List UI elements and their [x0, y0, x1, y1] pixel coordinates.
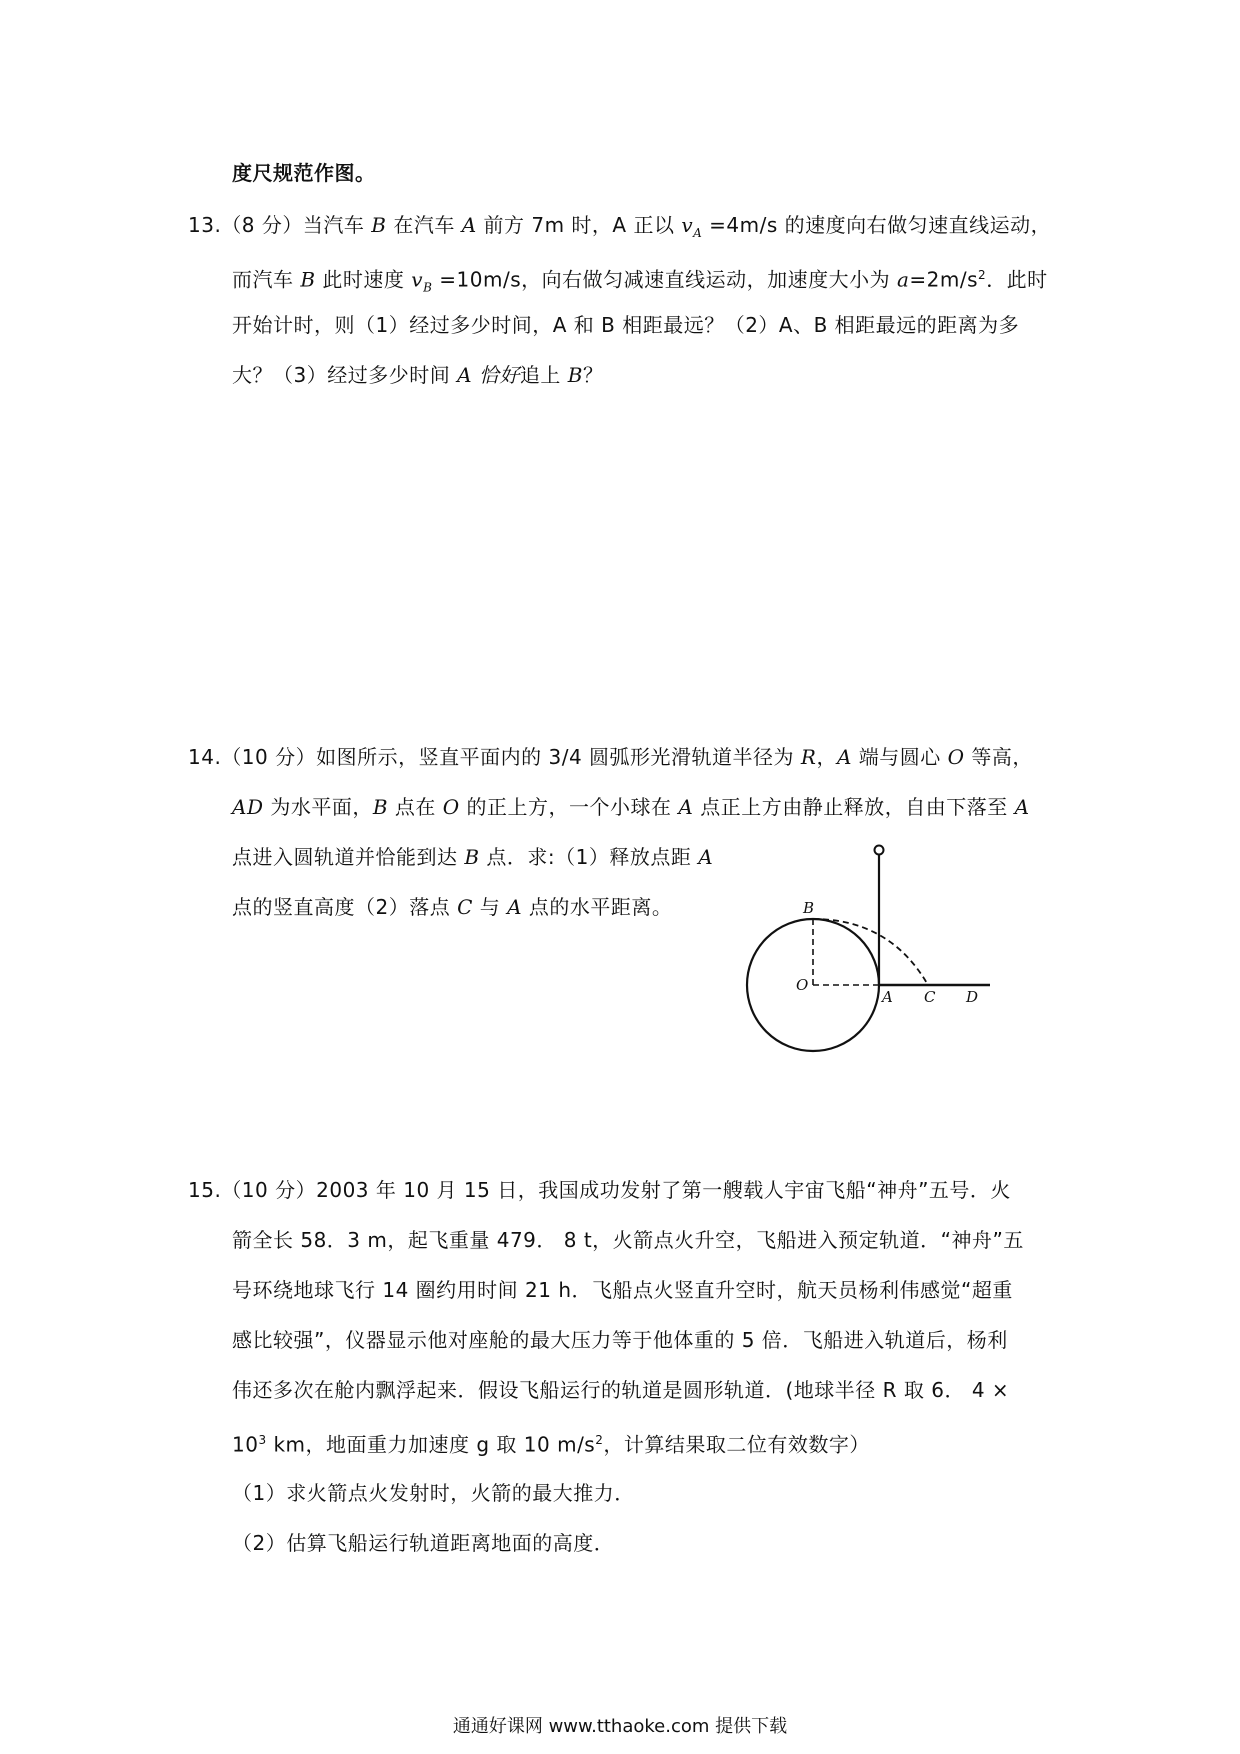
q13-line-3: 开始计时，则（1）经过多少时间，A 和 B 相距最远？（2）A、B 相距最远的距离为多 — [232, 313, 1020, 337]
q13-line-1 — [188, 212, 1051, 246]
q14-var-o: O — [442, 795, 460, 819]
q14-text: 等高， — [964, 745, 1033, 769]
q15-subquestion-1: （1）求火箭点火发射时，火箭的最大推力． — [232, 1481, 635, 1505]
q13-var-acc: a — [896, 267, 910, 292]
q15-text: 10 — [232, 1432, 259, 1457]
q13-text: =10m/s，向右做匀减速直线运动，加速度大小为 — [432, 267, 897, 292]
q14-text: 点的水平距离。 — [522, 895, 673, 919]
q13-text: =4m/s 的速度向右做匀速直线运动， — [702, 213, 1052, 237]
q14-text: 点进入圆轨道并恰能到达 — [232, 845, 465, 869]
q14-var-a: A — [836, 745, 852, 769]
q14-line-4 — [232, 894, 672, 920]
q15-line-3: 号环绕地球飞行 14 圈约用时间 21 h．飞船点火竖直升空时，航天员杨利伟感觉“超重 — [232, 1278, 1013, 1302]
q14-var-ad: AD — [232, 795, 264, 819]
q15-subquestion-2: （2）估算飞船运行轨道距离地面的高度． — [232, 1531, 615, 1555]
label-d: D — [966, 988, 979, 1006]
q13-var-v: v — [411, 267, 424, 292]
q14-var-a: A — [507, 895, 523, 919]
q14-text: 与 — [472, 895, 508, 919]
q15-text: ，计算结果取二位有效数字） — [603, 1432, 870, 1457]
q15-line-1 — [188, 1177, 1011, 1203]
q14-text: 端与圆心 — [851, 745, 948, 769]
q13-sub-b: B — [423, 280, 433, 295]
q13-text: 而汽车 — [232, 267, 301, 292]
q13-text: ？ — [582, 363, 604, 387]
q14-text: 点正上方由静止释放，自由下落至 — [693, 795, 1015, 819]
q15-text: （10 分）2003 年 10 月 15 日，我国成功发射了第一艘载人宇宙飞船“神舟”五号．火 — [221, 1178, 1011, 1202]
q15-line-5: 伟还多次在舱内飘浮起来．假设飞船运行的轨道是圆形轨道．(地球半径 R 取 6． 4 × — [232, 1378, 1010, 1402]
q14-text: 点的竖直高度（2）落点 — [232, 895, 458, 919]
q14-line-1 — [188, 744, 1033, 770]
q14-var-b: B — [372, 795, 389, 819]
label-c: C — [924, 988, 936, 1006]
q13-var-b: B — [567, 363, 583, 387]
q14-text: （10 分）如图所示，竖直平面内的 3/4 圆弧形光滑轨道半径为 — [221, 745, 801, 769]
ball — [875, 846, 884, 855]
q14-text: 点在 — [388, 795, 443, 819]
q13-text: 此时速度 — [315, 267, 412, 292]
q14-text: 点．求:（1）释放点距 — [479, 845, 699, 869]
q13-text: 大？（3）经过多少时间 — [232, 363, 458, 387]
q15-line-4: 感比较强”，仪器显示他对座舱的最大压力等于他体重的 5 倍．飞船进入轨道后，杨利 — [232, 1328, 1008, 1352]
q13-text: =2m/s — [909, 267, 979, 292]
previous-question-tail: 度尺规范作图。 — [232, 161, 376, 185]
label-o: O — [796, 976, 809, 994]
q13-sub-a: A — [693, 226, 703, 240]
q14-var-c: C — [457, 895, 473, 919]
q13-text: 追上 — [519, 363, 568, 387]
q15-line-2: 箭全长 58．3 m，起飞重量 479． 8 t，火箭点火升空，飞船进入预定轨道．“神舟”五 — [232, 1228, 1024, 1252]
q15-superscript: 2 — [595, 1433, 604, 1447]
q14-text: ， — [816, 745, 837, 769]
q14-line-2 — [232, 794, 1030, 820]
q15-number: 15. — [188, 1178, 222, 1202]
q14-diagram — [740, 840, 1020, 1070]
q13-var-v: v — [681, 213, 694, 237]
q13-line-4 — [232, 362, 603, 388]
q14-line-3 — [232, 844, 713, 870]
q14-var-a: A — [678, 795, 694, 819]
q13-text: 前方 7m 时，A 正以 — [476, 213, 682, 237]
q13-text: （8 分）当汽车 — [221, 213, 372, 237]
q14-text: 的正上方，一个小球在 — [459, 795, 679, 819]
page-footer: 通通好课网 www.tthaoke.com 提供下载 — [452, 1716, 788, 1737]
q14-var-r: R — [800, 745, 817, 769]
q13-var-b: B — [300, 267, 316, 292]
q13-number: 13. — [188, 213, 222, 237]
q15-text: km，地面重力加速度 g 取 10 m/s — [266, 1432, 596, 1457]
label-b: B — [803, 899, 815, 917]
q13-emphasis: A 恰好 — [457, 363, 520, 387]
q13-text: ．此时 — [986, 267, 1048, 292]
q14-text: 为水平面， — [263, 795, 373, 819]
q13-var-a: A — [461, 213, 477, 237]
q14-var-b: B — [464, 845, 480, 869]
q14-var-o: O — [947, 745, 965, 769]
q15-superscript: 3 — [258, 1433, 267, 1447]
q14-var-a: A — [1014, 795, 1030, 819]
q13-superscript: 2 — [978, 268, 987, 282]
q14-var-a: A — [698, 845, 714, 869]
q14-number: 14. — [188, 745, 222, 769]
q15-line-6 — [232, 1427, 870, 1458]
q13-text: 在汽车 — [386, 213, 462, 237]
label-a: A — [882, 988, 893, 1006]
q13-line-2 — [232, 262, 1048, 301]
q13-var-b: B — [371, 213, 387, 237]
